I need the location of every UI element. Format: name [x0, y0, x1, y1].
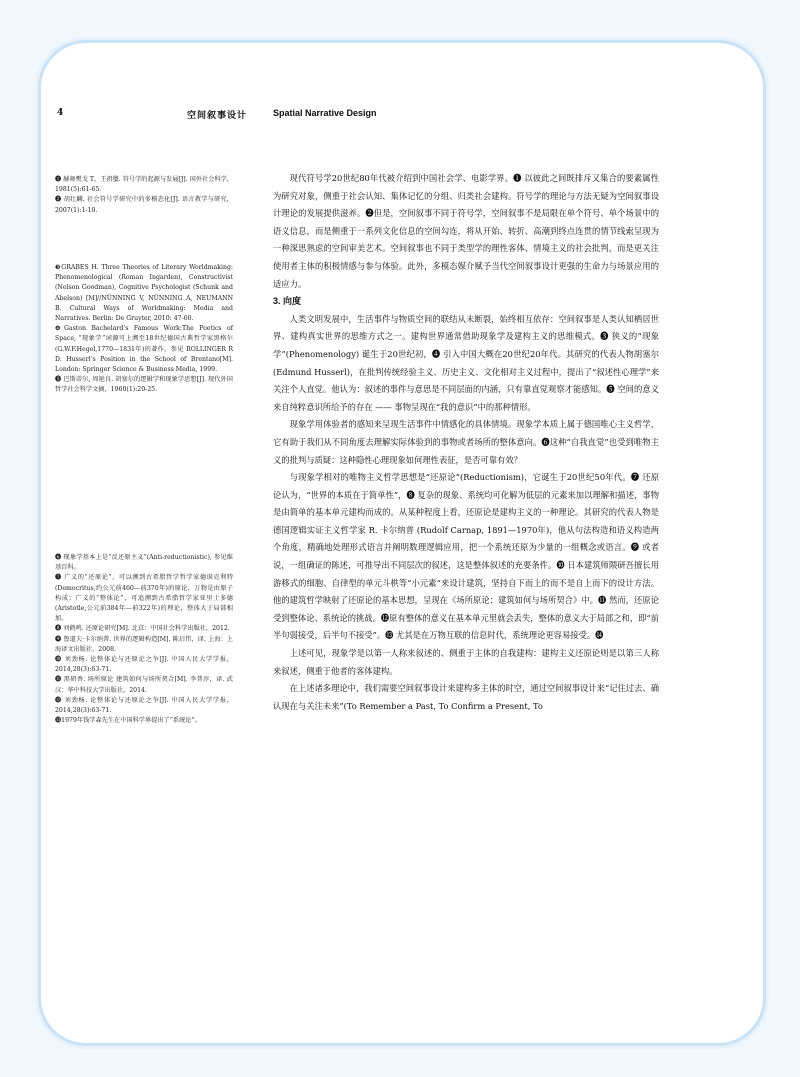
body-paragraph: 人类文明发展中，生活事件与物质空间的联结从未断裂，始终相互依存：空间叙事是人类认知栖居世界、建构真实世界的思维方式之一。建构世界通常借助现象学及建构主义的思维模式。❸ 狭义的“现象学”(Phenomenology) 诞生于20世纪初，❹ 引入中国大概在20世纪20年代。其研究的代表人物胡塞尔 (Edmund Husserl)，在批判传统经验主义、历史主义、文化相对主义过程中，提出了“叙述性心理学”来关注个人直觉。他认为：叙述的事件与意思是不同层面的内涵，只有靠直觉观察才能感知。❺ 空间的意义来自纯粹意识所给予的存在 —— 事物呈现在“我的意识”中的那种情形。	[273, 313, 659, 412]
footnote: ❹Gaston Bachelard’s Famous Work:The Poetics of Space, “现象学”词源可上溯至18世纪德国古典哲学家黑格尔(G.W.F.Hegel,1770—1831年)的著作。参见 ROLLINGER R D. Husserl’s Position in the School of Brentano[M]. London: Springer Science & Business Media, 1999.	[55, 325, 233, 374]
footnote: ❽ 刘鹤鸣. 还原论研究[M]. 北京：中国社会科学出版社，2012.	[55, 625, 230, 633]
footnote: ❶ 赫舞樊戈 T，王祖璺. 符号学的起源与发展[J]. 国外社会科学，1981(5):61-65.	[55, 176, 233, 194]
footnote-group-3	[55, 553, 233, 726]
footnote: ❻ 现象学基本上是“反还原主义”(Anti-reductionistic), 参见维基百科。	[55, 554, 233, 572]
footnote: ⓫ 黑研香. 场所原论 建筑如何与场所契合[M]. 李普淳，译. 武汉：华中科技大学出版社，2014.	[55, 676, 233, 694]
body-paragraph: 在上述诸多理论中，我们需要空间叙事设计来建构多主体的时空，通过空间叙事设计来“记住过去、确认现在与关注未来”(To Remember a Past, To Confirm a Present, To	[273, 683, 659, 711]
footnote: ❷ 胡壮麟. 社会符号学研究中的多模态化[J]. 语言教学与研究，2007(1):1-10.	[55, 196, 233, 214]
footnote: ❿ 刘劲杨. 论整体论与还原论之争[J]. 中国人民大学学报，2014,28(3):63-71.	[55, 656, 233, 674]
footnote: ❼ 广义的“还原论”，可以溯到古希腊哲学哲学家德谟克利特(Democritus,约公元前460—前370年)的原论，万物是由原子构成；广义的“整体论”，可追溯到古希腊哲学家亚里士多德(Aristotle,公元前384年—前322年)的理论，整体大于局部相加。	[55, 574, 233, 623]
footnote-group-2	[55, 263, 233, 396]
footnote: ❾ 鲁道夫·卡尔纳普. 世界的逻辑构造[M]. 陈启伟，译. 上海：上海译文出版社，2008.	[55, 635, 233, 653]
header-title-en: Spatial Narrative Design	[273, 108, 377, 118]
section-heading: 3. 向度	[273, 296, 302, 307]
footnote: ⓬ 刘劲杨. 论整体论与还原论之争[J]. 中国人民大学学报，2014,28(3):63-71.	[55, 696, 233, 715]
body-paragraph: 与现象学相对的唯物主义哲学思想是“还原论”(Reductionism)，它诞生于20世纪50年代。❼ 还原论认为，“世界的本质在于简单性”，❽ 复杂的现象、系统均可化解为低层的元素来加以理解和描述，事物是由简单的基本单元建构而成的。从某种程度上看，还原论是建构主义的一种理论。其研究的代表人物是德国逻辑实证主义哲学家 R. 卡尔纳普 (Rudolf Carnap, 1891—1970年)，他从句法构造和语义构造两个角度，精确地处理形式语言并阐明数理逻辑应用，把一个系统还原为少量的一组概念或语言。❾ 或者说，一组确证的陈述，可推导出不同层次的叙述，这是整体叙述的充要条件。❿ 日本建筑师隈研吾擅长用游移式的细胞、自律型的单元斗栱等“小元素”来设计建筑，坚持自下而上的而不是自上而下的设计方法。他的建筑哲学映射了还原论的基本思想，呈现在《场所原论：建筑如何与场所契合》中。⓫ 然而，还原论受到整体论、系统论的挑战。⓬原有整体的意义在基本单元里就会丢失，整体的意义大于局部之和，即“前半句弱接受，后半句不接受”。⓭ 尤其是在万物互联的信息时代，系统理论更容易接受。⓮	[273, 472, 659, 641]
body-paragraph: 上述可见，现象学是以第一人称来叙述的、侧重于主体的自我建构：建构主义还原论则是以第三人称来叙述，侧重于他者的客体建构。	[273, 648, 659, 676]
page-number: 4	[57, 108, 64, 118]
main-body-text	[273, 170, 659, 715]
header-title-cn: 空间叙事设计	[187, 111, 248, 121]
footnote-group-1	[55, 175, 233, 216]
footnote: ⓭1979年钱学森先生在中国科学界提出了“系统论”。	[55, 717, 201, 725]
body-paragraph: 现象学用体验者的感知来呈现生活事件中情感化的具体情境。现象学本质上属于德国唯心主义哲学，它有助于我们从不同角度去理解实际体验到的事物或者场所的整体意向。❻这种“自我直觉”也受到唯物主义的批判与质疑：这种隐性心理现象如何理性表征，是否可靠有效？	[273, 419, 659, 465]
footnote: ❺ 巴斯蒂尔, 周艳良. 胡塞尔的逻辑学和现象学思想[J]. 现代外国哲学社会科学文摘，1960(1):20-25.	[55, 376, 233, 394]
footnote: ❸GRABES H. Three Theories of Literary Worldmaking: Phenomenological (Roman Ingarden), Constructivist (Nelson Goodman), Cognitive Psychologist (Schunk and Abelson) [M]//NÜNNING V, NÜNNING A, NEUMANN B. Cultural Ways of Worldmaking: Media and Narratives. Berlin: De Gruyter, 2010: 47-60.	[55, 264, 233, 323]
body-paragraph: 现代符号学20世纪80年代被介绍到中国社会学、电影学界。❶ 以彼此之间既排斥又集合的要素属性为研究对象，侧重于社会认知、集体记忆的分组、归类社会建构。符号学的理论与方法无疑为空间叙事设计理论的发展提供滋养。❷但是，空间叙事不同于符号学，空间叙事不是局限在单个符号、单个场景中的语义信息，而是侧重于一系列文化信息的空间勾连，将从开始、转折、高潮到终点连贯的情节线索呈现为一种深思熟虑的空间审美艺术。空间叙事也不同于类型学的理性客体、情境主义的社会批判，而是更关注使用者主体的积极情感与参与体验。此外，多模态媒介赋予当代空间叙事设计更强的生命力与场景应用的适应力。	[273, 173, 659, 289]
